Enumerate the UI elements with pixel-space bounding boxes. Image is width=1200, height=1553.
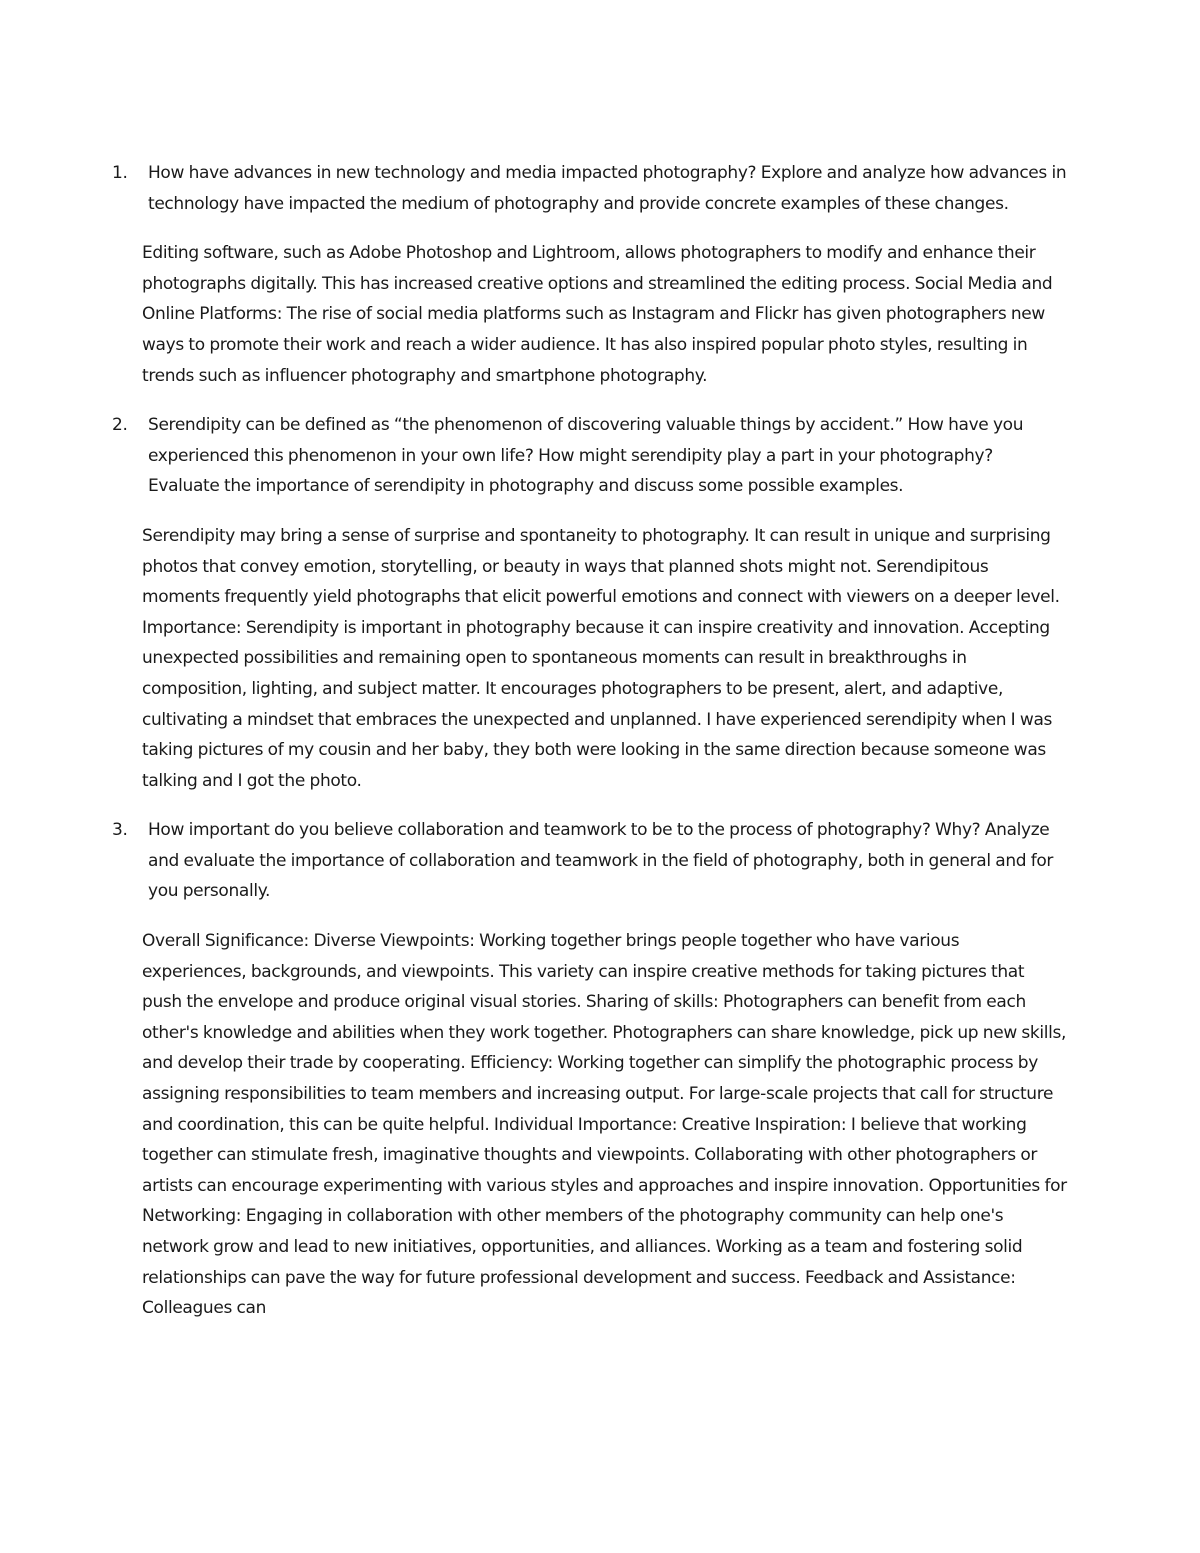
question-number: 3. <box>112 820 128 841</box>
answer-text: Overall Significance: Diverse Viewpoints: Working together brings people together who have various experiences, backgrounds, and viewpoints. This variety can inspire creative methods for taking pictures that push the envelope and produce original visual stories. Sharing of skills: Photographers can benefit from each other's knowledge and abilities when they work together. Photographers can share knowledge, pick up new skills, and develop their trade by cooperating. Efficiency: Working together can simplify the photographic process by assigning responsibilities to team members and increasing output. For large-scale projects that call for structure and coordination, this can be quite helpful. Individual Importance: Creative Inspiration: I believe that working together can stimulate fresh, imaginative thoughts and viewpoints. Collaborating with other photographers or artists can encourage experimenting with various styles and approaches and inspire innovation. Opportunities for Networking: Engaging in collaboration with other members of the photography community can help one's network grow and lead to new initiatives, opportunities, and alliances. Working as a team and fostering solid relationships can pave the way for future professional development and success. Feedback and Assistance: Colleagues can <box>142 931 1067 1319</box>
question-text: How important do you believe collaboration and teamwork to be to the process of photography? Why? Analyze and evaluate the importance of collaboration and teamwork in the field of photography, both in general and for you personally. <box>148 820 1054 902</box>
question-number: 2. <box>112 415 128 436</box>
question-number: 1. <box>112 163 128 183</box>
answer-1 <box>142 238 1067 391</box>
question-3 <box>112 815 1067 907</box>
answer-text: Serendipity may bring a sense of surprise and spontaneity to photography. It can result in unique and surprising photos that convey emotion, storytelling, or beauty in ways that planned shots might not. Serendipitous moments frequently yield photographs that elicit powerful emotions and connect with viewers on a deeper level. Importance: Serendipity is important in photography because it can inspire creativity and innovation. Accepting unexpected possibilities and remaining open to spontaneous moments can result in breakthroughs in composition, lighting, and subject matter. It encourages photographers to be present, alert, and adaptive, cultivating a mindset that embraces the unexpected and unplanned. I have experienced serendipity when I was taking pictures of my cousin and her baby, they both were looking in the same direction because someone was talking and I got the photo. <box>142 525 1060 791</box>
question-text: How have advances in new technology and media impacted photography? Explore and analyze how advances in technology have impacted the medium of photography and provide concrete examples of these changes. <box>148 163 1067 214</box>
question-text: Serendipity can be defined as “the phenomenon of discovering valuable things by accident.” How have you experienced this phenomenon in your own life? How might serendipity play a part in your photography? Evaluate the importance of serendipity in photography and discuss some possible examples. <box>148 415 1024 497</box>
question-2 <box>112 410 1067 502</box>
question-1 <box>112 158 1067 219</box>
answer-text: Editing software, such as Adobe Photoshop and Lightroom, allows photographers to modify and enhance their photographs digitally. This has increased creative options and streamlined the editing process. Social Media and Online Platforms: The rise of social media platforms such as Instagram and Flickr has given photographers new ways to promote their work and reach a wider audience. It has also inspired popular photo styles, resulting in trends such as influencer photography and smartphone photography. <box>142 243 1053 386</box>
document-body <box>112 158 1067 1343</box>
answer-3 <box>142 926 1067 1324</box>
answer-2 <box>142 521 1067 796</box>
